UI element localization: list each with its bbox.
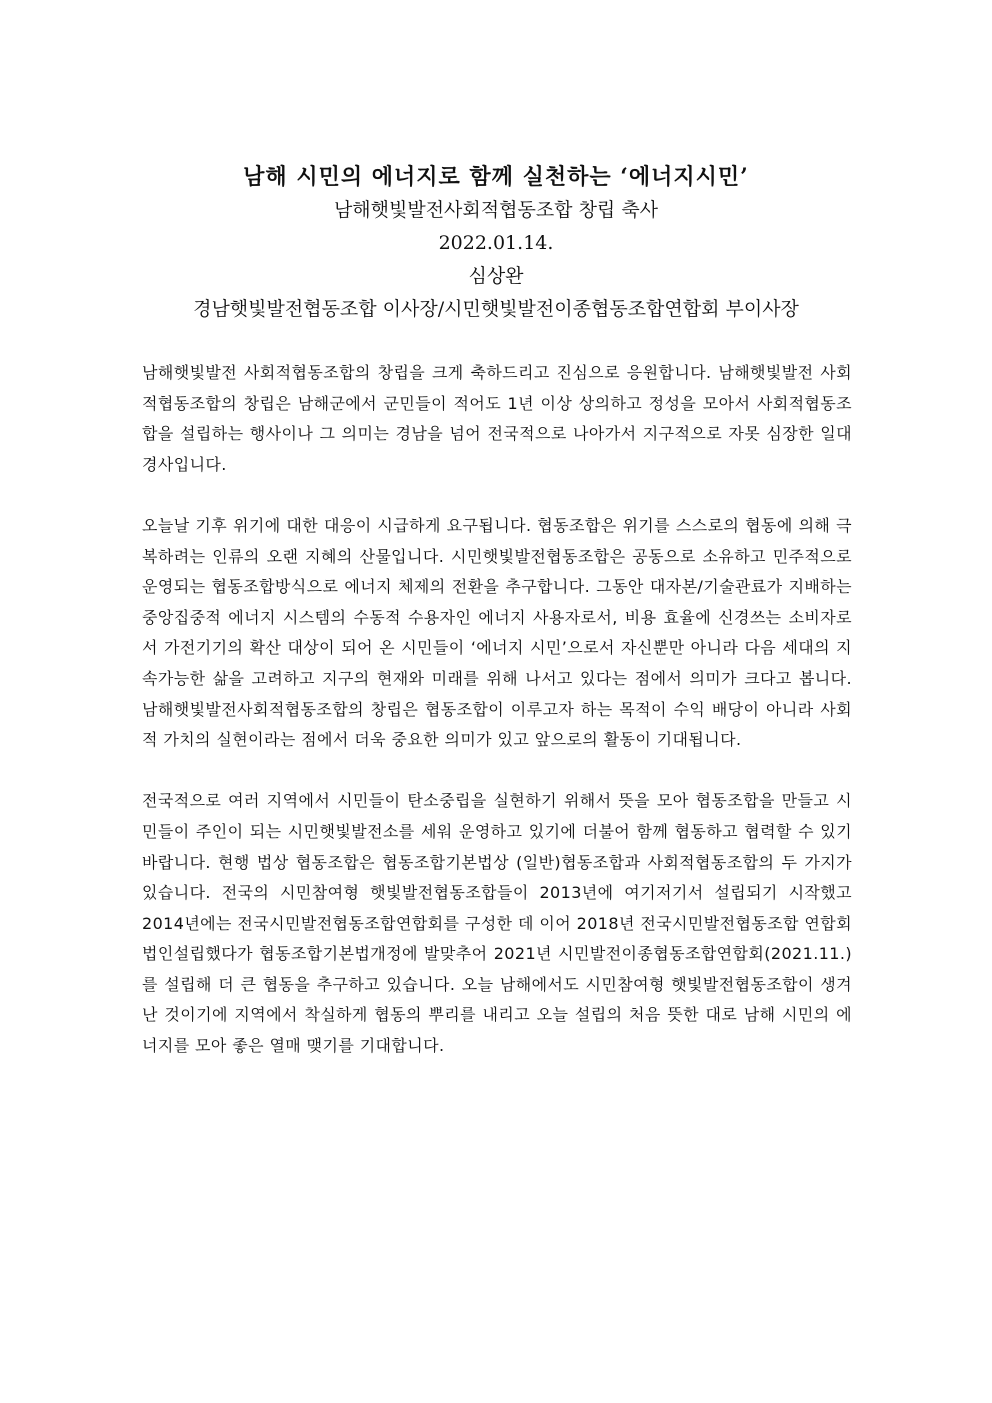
- document-body: [142, 358, 852, 1092]
- body-paragraph-2: 오늘날 기후 위기에 대한 대응이 시급하게 요구됩니다. 협동조합은 위기를 스스로의 협동에 의해 극복하려는 인류의 오랜 지혜의 산물입니다. 시민햇빛발전협동조합은 공동으로 소유하고 민주적으로 운영되는 협동조합방식으로 에너지 체제의 전환을 추구합니다. 그동안 대자본/기술관료가 지배하는 중앙집중적 에너지 시스템의 수동적 수용자인 에너지 사용자로서, 비용 효율에 신경쓰는 소비자로서 가전기기의 확산 대상이 되어 온 시민들이 ‘에너지 시민’으로서 자신뿐만 아니라 다음 세대의 지속가능한 삶을 고려하고 지구의 현재와 미래를 위해 나서고 있다는 점에서 의미가 크다고 봅니다. 남해햇빛발전사회적협동조합의 창립은 협동조합이 이루고자 하는 목적이 수익 배당이 아니라 사회적 가치의 실현이라는 점에서 더욱 중요한 의미가 있고 앞으로의 활동이 기대됩니다.: [142, 515, 852, 750]
- document-date: 2022.01.14.: [438, 232, 554, 254]
- document-header: [0, 160, 992, 326]
- body-paragraph-1: 남해햇빛발전 사회적협동조합의 창립을 크게 축하드리고 진심으로 응원합니다. 남해햇빛발전 사회적협동조합의 창립은 남해군에서 군민들이 적어도 1년 이상 상의하고 정성을 모아서 사회적협동조합을 설립하는 행사이나 그 의미는 경남을 넘어 전국적으로 나아가서 지구적으로 자못 심장한 일대 경사입니다.: [142, 363, 852, 474]
- document-author-position: 경남햇빛발전협동조합 이사장/시민햇빛발전이종협동조합연합회 부이사장: [193, 298, 799, 320]
- document-author: 심상완: [468, 265, 524, 287]
- body-paragraph-3: 전국적으로 여러 지역에서 시민들이 탄소중립을 실현하기 위해서 뜻을 모아 협동조합을 만들고 시민들이 주인이 되는 시민햇빛발전소를 세워 운영하고 있기에 더불어 함께 협동하고 협력할 수 있기 바랍니다. 현행 법상 협동조합은 협동조합기본법상 (일반)협동조합과 사회적협동조합의 두 가지가 있습니다. 전국의 시민참여형 햇빛발전협동조합들이 2013년에 여기저기서 설립되기 시작했고 2014년에는 전국시민발전협동조합연합회를 구성한 데 이어 2018년 전국시민발전협동조합 연합회 법인설립했다가 협동조합기본법개정에 발맞추어 2021년 시민발전이종협동조합연합회(2021.11.)를 설립해 더 큰 협동을 추구하고 있습니다. 오늘 남해에서도 시민참여형 햇빛발전협동조합이 생겨난 것이기에 지역에서 착실하게 협동의 뿌리를 내리고 오늘 설립의 처음 뜻한 대로 남해 시민의 에너지를 모아 좋은 열매 맺기를 기대합니다.: [142, 791, 852, 1056]
- document-subtitle: 남해햇빛발전사회적협동조합 창립 축사: [333, 199, 659, 221]
- document-title: 남해 시민의 에너지로 함께 실천하는 ‘에너지시민’: [243, 164, 749, 190]
